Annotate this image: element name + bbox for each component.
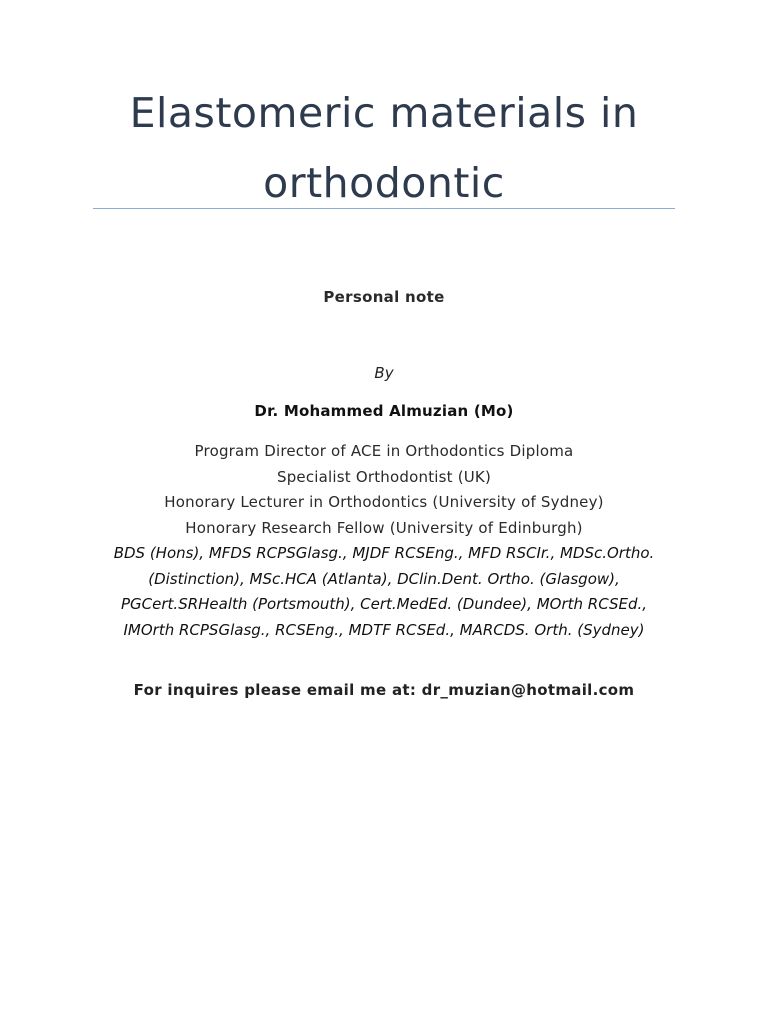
qualification-line: PGCert.SRHealth (Portsmouth), Cert.MedEd. (Dundee), MOrth RCSEd.,	[121, 595, 647, 613]
title-line-1: Elastomeric materials in	[129, 89, 639, 137]
document-subtitle: Personal note	[323, 288, 445, 306]
qualification-line: IMOrth RCPSGlasg., RCSEng., MDTF RCSEd., MARCDS. Orth. (Sydney)	[123, 620, 645, 639]
qualification-line: BDS (Hons), MFDS RCPSGlasg., MJDF RCSEng., MFD RSCIr., MDSc.Ortho.	[113, 544, 655, 562]
qualification-line: (Distinction), MSc.HCA (Atlanta), DClin.Dent. Ortho. (Glasgow),	[148, 569, 620, 588]
author-roles	[0, 439, 768, 541]
title-line-2: orthodontic	[263, 159, 505, 207]
role-line: Honorary Research Fellow (University of Edinburgh)	[185, 518, 583, 537]
title-divider	[93, 208, 675, 209]
by-label: By	[374, 364, 394, 382]
role-line: Specialist Orthodontist (UK)	[276, 467, 492, 486]
role-line: Honorary Lecturer in Orthodontics (University of Sydney)	[164, 493, 604, 511]
document-title	[93, 78, 675, 218]
role-line: Program Director of ACE in Orthodontics Diploma	[194, 442, 574, 460]
contact-line: For inquires please email me at: dr_muzian@hotmail.com	[133, 681, 635, 699]
author-name: Dr. Mohammed Almuzian (Mo)	[254, 402, 514, 420]
author-qualifications	[0, 541, 768, 643]
